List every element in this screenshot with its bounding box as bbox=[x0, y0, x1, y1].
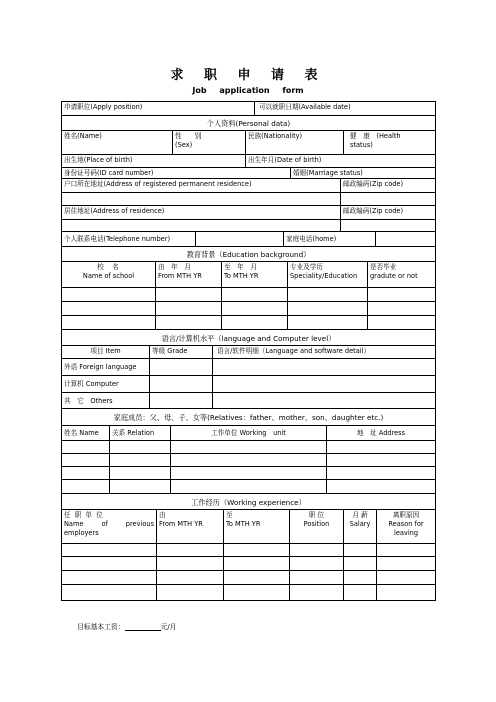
edu-speciality-field[interactable] bbox=[288, 316, 368, 329]
edu-graduate-field[interactable] bbox=[368, 288, 435, 301]
work-position-field[interactable] bbox=[290, 557, 344, 570]
work-row bbox=[62, 557, 435, 571]
row-residence-blank bbox=[62, 220, 435, 232]
edu-school-field[interactable] bbox=[62, 302, 156, 315]
family-relation-field[interactable] bbox=[110, 480, 171, 493]
others-detail[interactable] bbox=[213, 393, 435, 408]
family-unit-field[interactable] bbox=[171, 480, 327, 493]
work-employer-field[interactable] bbox=[62, 544, 157, 556]
work-row bbox=[62, 585, 435, 600]
family-col-address: 地 址 Address bbox=[356, 429, 406, 437]
available-date-label[interactable]: 可以就职日期(Available date) bbox=[259, 103, 351, 111]
foreign-language-label: 外语 Foreign language bbox=[62, 359, 150, 375]
edu-to-field[interactable] bbox=[222, 302, 288, 315]
lang-col-item: 项目 Item bbox=[62, 346, 150, 358]
row-computer bbox=[62, 376, 435, 393]
home-phone-label: 家庭电话(home) bbox=[284, 232, 376, 246]
residence-address-label[interactable]: 居住地址(Address of residence) bbox=[62, 206, 341, 219]
computer-grade[interactable] bbox=[150, 376, 213, 392]
work-employer-field[interactable] bbox=[62, 585, 157, 600]
education-header: 教育背景（Education background） bbox=[186, 250, 311, 259]
id-card-label[interactable]: 身份证号码(ID card number) bbox=[62, 168, 291, 178]
personal-data-header: 个人资料(Personal data) bbox=[206, 119, 291, 128]
family-row bbox=[62, 480, 435, 494]
target-salary-unit: 元/月 bbox=[160, 623, 177, 631]
family-address-field[interactable] bbox=[327, 441, 435, 453]
row-language-header bbox=[62, 330, 435, 346]
row-birth bbox=[62, 155, 435, 168]
work-from-field[interactable] bbox=[157, 544, 224, 556]
lang-col-grade: 等级 Grade bbox=[150, 346, 213, 358]
family-row bbox=[62, 441, 435, 454]
work-employer-field[interactable] bbox=[62, 571, 157, 584]
foreign-language-grade[interactable] bbox=[150, 359, 213, 375]
zip-code-label-1[interactable]: 邮政编码(Zip code) bbox=[343, 180, 404, 188]
edu-col-to: 至 年 月 To MTH YR bbox=[222, 262, 288, 287]
work-col-reason: 离职原因 Reason for leaving bbox=[388, 511, 424, 537]
row-registered-blank bbox=[62, 193, 435, 206]
education-row bbox=[62, 288, 435, 302]
name-label[interactable]: 姓名(Name) bbox=[62, 131, 173, 154]
family-relation-field[interactable] bbox=[110, 467, 171, 479]
work-reason-field[interactable] bbox=[377, 585, 435, 600]
work-row bbox=[62, 544, 435, 557]
row-id bbox=[62, 168, 435, 179]
edu-col-graduate: 是否毕业 gradute or not bbox=[370, 263, 418, 280]
edu-from-field[interactable] bbox=[156, 288, 222, 301]
target-salary-label: 目标基本工资： bbox=[77, 623, 125, 631]
form-title: 求 职 申 请 表 bbox=[170, 68, 326, 83]
work-salary-field[interactable] bbox=[344, 544, 377, 556]
family-relation-field[interactable] bbox=[110, 454, 171, 466]
zip-code-label-2[interactable]: 邮政编码(Zip code) bbox=[343, 207, 404, 215]
family-address-field[interactable] bbox=[327, 467, 435, 479]
family-col-relation: 关系 Relation bbox=[110, 426, 171, 440]
family-name-field[interactable] bbox=[62, 441, 110, 453]
row-registered bbox=[62, 179, 435, 193]
work-salary-field[interactable] bbox=[344, 571, 377, 584]
work-from-field[interactable] bbox=[157, 557, 224, 570]
work-salary-field[interactable] bbox=[344, 585, 377, 600]
zip-code-field-2[interactable] bbox=[341, 220, 435, 231]
row-education-cols bbox=[62, 262, 435, 288]
work-reason-field[interactable] bbox=[377, 557, 435, 570]
family-address-field[interactable] bbox=[327, 480, 435, 493]
computer-detail[interactable] bbox=[213, 376, 435, 392]
family-unit-field[interactable] bbox=[171, 467, 327, 479]
health-label[interactable] bbox=[344, 131, 435, 154]
family-name-field[interactable] bbox=[62, 454, 110, 466]
work-to-field[interactable] bbox=[224, 571, 290, 584]
sex-label[interactable] bbox=[173, 131, 246, 154]
row-residence bbox=[62, 206, 435, 220]
birth-place-label[interactable]: 出生地(Place of birth) bbox=[62, 155, 246, 167]
row-work-cols bbox=[62, 510, 435, 544]
row-others bbox=[62, 393, 435, 409]
target-salary-field[interactable] bbox=[125, 623, 161, 631]
nationality-label[interactable]: 民族(Nationality) bbox=[246, 131, 344, 154]
work-col-position: 职 位 Position bbox=[290, 510, 344, 543]
row-education-header bbox=[62, 247, 435, 262]
lang-col-detail: 语言/软件明细（Language and software detail） bbox=[217, 347, 371, 355]
education-row bbox=[62, 316, 435, 330]
family-row bbox=[62, 467, 435, 480]
edu-graduate-field[interactable] bbox=[368, 302, 435, 315]
row-family-header bbox=[62, 409, 435, 426]
health-en: status) bbox=[350, 141, 373, 149]
work-col-salary: 月 薪 Salary bbox=[344, 510, 377, 543]
row-language-cols bbox=[62, 346, 435, 359]
birth-date-label[interactable]: 出生年月(Date of birth) bbox=[248, 156, 322, 164]
form-subtitle: Job application form bbox=[192, 86, 304, 95]
work-col-to: 至 To MTH YR bbox=[224, 510, 290, 543]
row-personal-header bbox=[62, 116, 435, 131]
health-cn: 健 康 (Health bbox=[350, 132, 401, 140]
registered-address-label[interactable]: 户口所在地址(Address of registered permanent residence) bbox=[62, 179, 341, 192]
work-col-from: 由 From MTH YR bbox=[157, 510, 224, 543]
edu-speciality-field[interactable] bbox=[288, 302, 368, 315]
work-position-field[interactable] bbox=[290, 544, 344, 556]
family-name-field[interactable] bbox=[62, 480, 110, 493]
telephone-field[interactable] bbox=[196, 232, 284, 246]
row-foreign-language bbox=[62, 359, 435, 376]
others-grade[interactable] bbox=[150, 393, 213, 408]
work-to-field[interactable] bbox=[224, 585, 290, 600]
work-to-field[interactable] bbox=[224, 544, 290, 556]
marriage-label[interactable]: 婚姻(Marriage status) bbox=[293, 169, 363, 177]
family-row bbox=[62, 454, 435, 467]
education-row bbox=[62, 302, 435, 316]
computer-label: 计算机 Computer bbox=[62, 376, 150, 392]
target-salary bbox=[77, 621, 176, 631]
language-header: 语言/计算机水平（language and Computer level） bbox=[161, 334, 336, 343]
row-family-cols bbox=[62, 426, 435, 441]
family-name-field[interactable] bbox=[62, 467, 110, 479]
edu-to-field[interactable] bbox=[222, 288, 288, 301]
work-to-field[interactable] bbox=[224, 557, 290, 570]
work-from-field[interactable] bbox=[157, 585, 224, 600]
work-from-field[interactable] bbox=[157, 571, 224, 584]
family-address-field[interactable] bbox=[327, 454, 435, 466]
row-telephone bbox=[62, 232, 435, 247]
edu-col-school: 校 名 Name of school bbox=[62, 262, 156, 287]
work-position-field[interactable] bbox=[290, 571, 344, 584]
sex-cn: 性 别 bbox=[175, 132, 202, 140]
family-relation-field[interactable] bbox=[110, 441, 171, 453]
edu-to-field[interactable] bbox=[222, 316, 288, 329]
work-col-employer: 任 职 单 位 Name of previous employers bbox=[62, 510, 157, 543]
work-position-field[interactable] bbox=[290, 585, 344, 600]
edu-from-field[interactable] bbox=[156, 316, 222, 329]
edu-school-field[interactable] bbox=[62, 288, 156, 301]
work-row bbox=[62, 571, 435, 585]
foreign-language-detail[interactable] bbox=[213, 359, 435, 375]
work-header: 工作经历（Working experience） bbox=[191, 498, 306, 507]
edu-from-field[interactable] bbox=[156, 302, 222, 315]
family-header: 家庭成员：父、母、子、女等(Relatives：father、mother、son、daughter etc.) bbox=[113, 413, 384, 422]
residence-address-field[interactable] bbox=[62, 220, 341, 231]
home-phone-field[interactable] bbox=[376, 232, 435, 246]
registered-address-field[interactable] bbox=[62, 193, 341, 205]
edu-col-speciality: 专业及学历 Speciality/Education bbox=[288, 262, 368, 287]
edu-speciality-field[interactable] bbox=[288, 288, 368, 301]
family-col-working-unit: 工作单位 Working unit bbox=[171, 426, 327, 440]
edu-graduate-field[interactable] bbox=[368, 316, 435, 329]
work-employer-field[interactable] bbox=[62, 557, 157, 570]
row-name bbox=[62, 131, 435, 155]
work-salary-field[interactable] bbox=[344, 557, 377, 570]
work-reason-field[interactable] bbox=[377, 544, 435, 556]
family-unit-field[interactable] bbox=[171, 441, 327, 453]
edu-school-field[interactable] bbox=[62, 316, 156, 329]
others-label: 其 它 Others bbox=[62, 393, 150, 408]
zip-code-field-1[interactable] bbox=[341, 193, 435, 205]
apply-position-label[interactable]: 申请职位(Apply position) bbox=[62, 102, 255, 115]
family-col-name: 姓名 Name bbox=[62, 426, 110, 440]
family-unit-field[interactable] bbox=[171, 454, 327, 466]
application-form bbox=[61, 101, 436, 601]
edu-col-from: 由 年 月 From MTH YR bbox=[156, 262, 222, 287]
sex-en: (Sex) bbox=[175, 141, 193, 149]
work-reason-field[interactable] bbox=[377, 571, 435, 584]
row-work-header bbox=[62, 494, 435, 510]
telephone-label: 个人联系电话(Telephone number) bbox=[62, 232, 196, 246]
row-apply bbox=[62, 102, 435, 116]
